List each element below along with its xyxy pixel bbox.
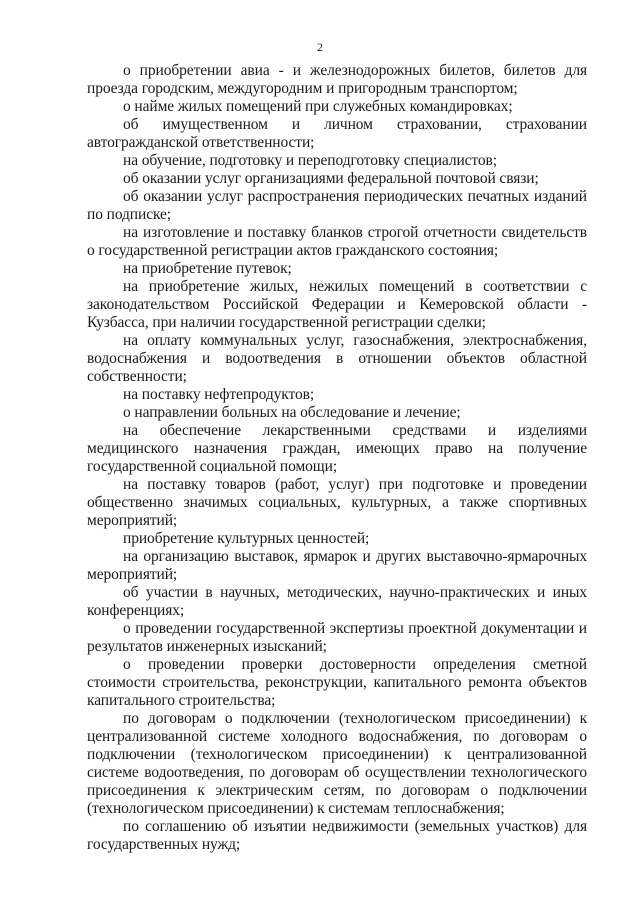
paragraph-16: на организацию выставок, ярмарок и других выставочно-ярмарочных мероприятий;	[87, 548, 587, 583]
page-number: 2	[317, 40, 323, 54]
paragraph-18: о проведении государственной экспертизы проектной документации и результатов инженерных изысканий;	[87, 620, 587, 655]
document-body	[87, 62, 587, 854]
paragraph-4: на обучение, подготовку и переподготовку специалистов;	[123, 152, 497, 169]
paragraph-10: на оплату коммунальных услуг, газоснабжения, электроснабжения, водоснабжения и водоотведения в отношении объектов областной собственности;	[87, 332, 587, 385]
paragraph-13: на обеспечение лекарственными средствами и изделиями медицинского назначения граждан, имеющих право на получение государственной социальной помощи;	[87, 422, 587, 475]
paragraph-15: приобретение культурных ценностей;	[123, 530, 370, 547]
paragraph-5: об оказании услуг организациями федеральной почтовой связи;	[123, 170, 539, 187]
paragraph-3: об имущественном и личном страховании, страховании автогражданской ответственности;	[87, 116, 587, 151]
paragraph-20: по договорам о подключении (технологическом присоединении) к централизованной системе холодного водоснабжения, по договорам о подключении (технологическом присоединении) к централизованной системе водоотведения, по договорам об осуществлении технологического присоединения к электрическим сетям, по договорам о подключении (технологическом присоединении) к системам теплоснабжения;	[87, 710, 587, 817]
paragraph-17: об участии в научных, методических, научно-практических и иных конференциях;	[87, 584, 587, 619]
paragraph-19: о проведении проверки достоверности определения сметной стоимости строительства, реконструкции, капитального ремонта объектов капитального строительства;	[87, 656, 587, 709]
paragraph-11: на поставку нефтепродуктов;	[123, 386, 315, 403]
paragraph-14: на поставку товаров (работ, услуг) при подготовке и проведении общественно значимых социальных, культурных, а также спортивных мероприятий;	[87, 476, 587, 529]
paragraph-2: о найме жилых помещений при служебных командировках;	[123, 98, 513, 115]
paragraph-6: об оказании услуг распространения периодических печатных изданий по подписке;	[87, 188, 587, 223]
paragraph-7: на изготовление и поставку бланков строгой отчетности свидетельств о государственной регистрации актов гражданского состояния;	[87, 224, 587, 259]
paragraph-8: на приобретение путевок;	[123, 260, 292, 277]
paragraph-21: по соглашению об изъятии недвижимости (земельных участков) для государственных нужд;	[87, 818, 587, 853]
paragraph-12: о направлении больных на обследование и лечение;	[123, 404, 461, 421]
paragraph-1: о приобретении авиа - и железнодорожных билетов, билетов для проезда городским, междугородним и пригородным транспортом;	[87, 62, 587, 97]
paragraph-9: на приобретение жилых, нежилых помещений в соответствии с законодательством Российской Федерации и Кемеровской области - Кузбасса, при наличии государственной регистрации сделки;	[87, 278, 587, 331]
